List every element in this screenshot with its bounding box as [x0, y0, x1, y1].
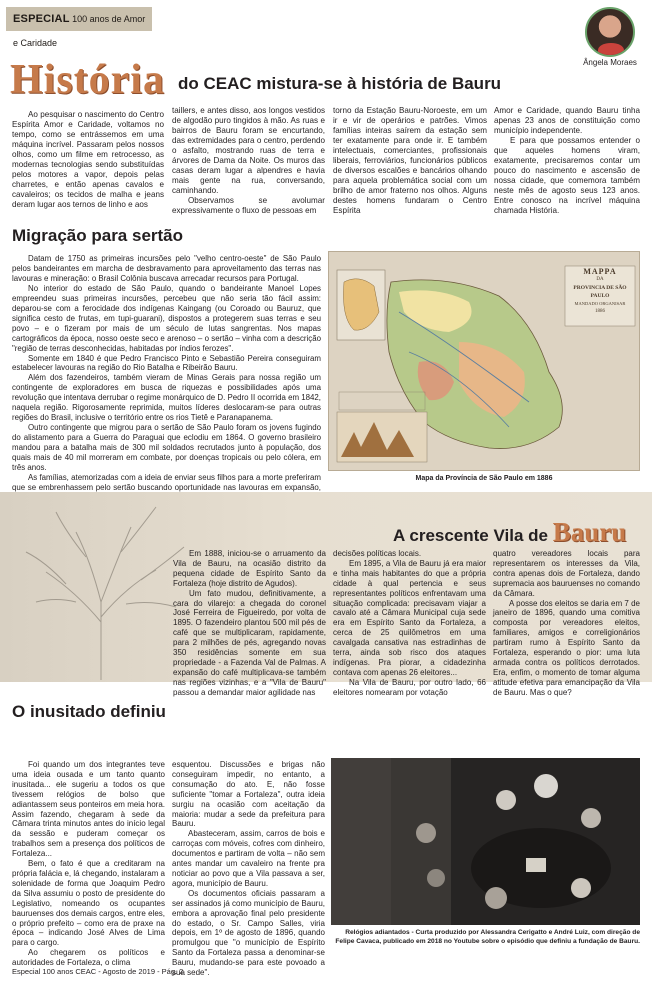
intro-paragraph: Observamos se avolumar expressivamente o fluxo de pessoas em	[172, 196, 325, 216]
map-title-line: DA	[596, 277, 604, 282]
tree-illustration	[6, 492, 196, 680]
vila-heading	[393, 517, 626, 548]
map-title-block	[567, 268, 633, 316]
page-footer: Especial 100 anos CEAC - Agosto de 2019 - Pág. 2	[12, 967, 184, 976]
section-banner	[6, 7, 152, 48]
vila-heading-big: Bauru	[552, 517, 627, 547]
vila-paragraph: decisões políticas locais.	[333, 549, 422, 558]
author-avatar	[585, 7, 635, 57]
map-title-line: PROVINCIA DE SÃO PAULO	[573, 285, 627, 299]
vila-col-2	[333, 549, 486, 698]
intro-col-4	[494, 106, 640, 217]
map-title-line: MAPPA	[583, 267, 617, 276]
section-subtitle: 100 anos de Amor e Caridade	[13, 14, 146, 48]
inusitado-col-1	[12, 760, 165, 968]
vila-paragraph: Em 1895, a Vila de Bauru já era maior e tinha mais habitantes do que a própria cidade à qual pertencia e seus representantes políticos enfrentavam uma situação complicada: precisavam viajar a cavalo até a Câmara Municipal cuja sede era em Espírito Santo da Fortaleza, a cerca de 25 quilômetros em uma cavalgada cansativa nas estradinhas de terra, ainda sob risco dos ataques indígenas. Pra piorar, a cidadezinha contava com apenas 26 eleitores...	[333, 558, 486, 677]
migracao-paragraph: Somente em 1840 é que Pedro Francisco Pinto e Sebastião Pereira conseguiram estabelecer lavouras na região do Rio Batalha e Ribeirão Bauru.	[12, 353, 321, 373]
vila-col-3	[493, 549, 640, 698]
intro-col-2	[172, 106, 325, 217]
migracao-paragraph: Outro contingente que migrou para o sertão de São Paulo foram os jovens fugindo do alistamento para a Guerra do Paraguai que eclodiu em 1864. O governo brasileiro mandou para a batalha mais de 300 mil soldados recrutados junto à população, dos quais mais de 40 mil morreram em combate, por doenças tropicais ou pelo cólera, em três anos.	[12, 423, 321, 473]
page-title-rest: do CEAC mistura-se à história de Bauru	[178, 74, 502, 93]
migracao-paragraph: No interior do estado de São Paulo, quando o bandeirante Manoel Lopes empreendeu suas primeiras incursões, percebeu que não seria tão fácil assim: deparou-se com a ferocidade dos indígenas Kaingang (ou Coroado ou Bauruz, que significa cesto de frutas, em tupi-guarani), dispostos a protegerem suas terras e seu povo – e o fizeram por mais de um século de lutas sangrentas. Nos mapas cartográficos da época, nosso oeste seco e arenoso – o sertão – vinha com a descrição "região de terras desconhecidas, habitadas por índios ferozes".	[12, 283, 321, 353]
map-caption: Mapa da Província de São Paulo em 1886	[415, 475, 553, 482]
intro-col-1	[12, 110, 164, 210]
inusitado-paragraph: Foi quando um dos integrantes teve uma ideia ousada e um tanto quanto inusitada... ele sugeriu a todos os que tivessem relógios de bolso que adiantassem seus ponteiros em meia hora. Assim fazendo, chegaram à sede da Câmara trinta minutos antes do início legal da sessão e puderam começar os trabalhos sem a presença dos políticos de Fortaleza...	[12, 760, 165, 859]
vila-paragraph: Em 1888, iniciou-se o arruamento da Vila de Bauru, na ocasião distrito da pequena cidade de Espírito Santo da Fortaleza (hoje distrito de Agudos).	[173, 549, 326, 588]
vila-paragraph: A posse dos eleitos se daria em 7 de janeiro de 1896, quando uma comitiva composta por vereadores eleitos, familiares, amigos e correligionários partiram rumo à Espírito Santo da Fortaleza, esperando o pior: uma luta armada contra os políticos derrotados. Era, enfim, o momento de tomar alguma atitude efetiva para emancipação da Vila de Bauru. Mas o que?	[493, 598, 640, 697]
intro-paragraph: torno da Estação Bauru-Noroeste, em um ir e vir de operários e patrões. Vimos famílias inteiras saírem da estação sem ter exatamente para onde ir. E também intelectuais, comerciantes, profissionais liberais, ferroviários, funcionários públicos de diversos escalões e bancários olhando para aquela problemática social com um brilho de amor fraterno nos olhos. Alguns destes homens fundaram o Centro Espírita	[333, 106, 487, 216]
photo-drawing	[331, 758, 640, 925]
section-label: ESPECIAL	[13, 13, 70, 25]
vila-col-1	[173, 549, 326, 698]
migracao-paragraph: Além dos fazendeiros, também vieram de Minas Gerais para nossa região um contingente de exploradores em busca de riquezas e possibilidades após uma revolução que intentava derrubar o regime monárquico de D. Pedro II ocorrida em 1842, naquela região. Rigorosamente reprimida, muitos líderes deslocaram-se para outras regiões do Brasil, inclusive o território entre os rios Tietê e Paranapanema.	[12, 373, 321, 423]
migracao-body	[12, 254, 321, 503]
province-map-image	[328, 251, 640, 471]
intro-paragraph: E para que possamos entender o que aqueles homens viram, exatamente, precisaremos contar um pouco do nascimento e ascensão de nossa cidade, que comemora também neste mês de agosto seus 123 anos. Entre conosco na incrível máquina chamada História.	[494, 136, 640, 216]
section-heading-migracao: Migração para sertão	[12, 226, 184, 245]
intro-paragraph: Ao pesquisar o nascimento do Centro Espírita Amor e Caridade, voltamos no tempo, como se entrássemos em uma máquina incrível. Passaram pelos nossos olhos, como um filme em retrocesso, as modernas tecnologias sendo substituídas pelos motores a vapor, depois pelas charretes, e então apenas cavalos e cavaleiros; os tecidos de malha e jeans deram lugar aos ternos de linho e aos	[12, 110, 164, 210]
inusitado-paragraph: Ao chegarem os políticos e autoridades de Fortaleza, o clima	[12, 948, 165, 968]
vila-heading-small: A crescente Vila de	[393, 526, 548, 545]
inusitado-paragraph: Bem, o fato é que a creditaram na própria falácia e, lá chegando, instalaram a solenidade de forma que Joaquim Pedro da Silva assumiu o posto de presidente do Legislativo, nomeando os ocupantes bauruenses dos demais cargos, entre eles, o próprio prefeito – como era de praxe na época – indicando José Alves de Lima para o cargo.	[12, 859, 165, 948]
film-still-photo	[331, 758, 640, 925]
inusitado-col-2	[172, 760, 325, 978]
migracao-paragraph: As famílias, atemorizadas com a ideia de enviar seus filhos para a morte preferiram que se embrenhassem pelo sertão buscando oportunidade nas lavouras em expansão,	[12, 472, 321, 492]
photo-caption: Relógios adiantados - Curta produzido por Alessandra Cerigatto e André Luiz, com direção de Felipe Cavaca, publicado em 2018 no Youtube sobre o episódio que definiu a fundação de Bauru.	[335, 929, 640, 945]
inusitado-paragraph: Abasteceram, assim, carros de bois e carroças com móveis, cofres com dinheiro, documentos e partiram de volta – não sem antes mandar um cavaleiro na frente pra noticiar ao povo que a Vila passava a ser, agora, município de Bauru.	[172, 829, 325, 888]
intro-paragraph: taillers, e antes disso, aos longos vestidos de algodão puro tingidos à mão. As ruas e bairros de Bauru foram se encurtando, das extremidades para o centro, perdendo o asfalto, mostrando ruas de terra e árvores de Dama da Noite. Os muros das casas deram lugar a alpendres e havia mais gente na rua, conversando, caminhando.	[172, 106, 325, 196]
map-year: 1886	[595, 309, 605, 314]
inusitado-paragraph: esquentou. Discussões e brigas não conseguiram impedir, no entanto, a consumação do ato. E, não fosse suficiente "tomar a Fortaleza", outra ideia surgiu na ocasião com aceitação da maioria: mudar a sede da prefeitura para Bauru.	[172, 760, 325, 829]
vila-paragraph: Na Vila de Bauru, por outro lado, 66 eleitores nomearam por votação	[333, 677, 486, 697]
map-title-line: MANDADO ORGANISAR	[574, 301, 626, 306]
vila-paragraph: Um fato mudou, definitivamente, a cara do vilarejo: a chegada do coronel José Ferreira de Figueiredo, por volta de 1895. O fazendeiro plantou 500 mil pés de café que se multiplicaram, rapidamente, para 2 milhões de pés, agregando novas 350 residências somente em sua propriedade - a Fazenda Val de Palmas. A expansão do café multiplicava-se também nas regiões vizinhas, e a "Vila de Bauru" passou a demandar maior agilidade nas	[173, 588, 326, 697]
author-name: Ângela Moraes	[583, 58, 637, 67]
intro-paragraph: Amor e Caridade, quando Bauru tinha apenas 23 anos de constituição como município independente.	[494, 106, 640, 136]
intro-col-3	[333, 106, 487, 217]
section-heading-inusitado: O inusitado definiu	[12, 702, 166, 721]
page-title-big: História	[10, 57, 165, 103]
migracao-paragraph: Datam de 1750 as primeiras incursões pelo "velho centro-oeste" de São Paulo pelos bandeirantes em marcha de desbravamento para aproveitamento das terras nas lavouras e mineração: o Brasil Colônia buscava arrecadar recursos para Portugal.	[12, 254, 321, 283]
vila-paragraph: quatro vereadores locais para representarem os interesses da Vila, contra apenas dois de Fortaleza, dando supremacia aos bauruenses no comando da Câmara.	[493, 549, 640, 598]
inusitado-paragraph: Os documentos oficiais passaram a ser assinados já como município de Bauru, embora a aprovação final pelo presidente do estado, o Sr. Campo Salles, viria depois, em 1º de agosto de 1896, quando promulgou que "o município de Espírito Santo da Fortaleza passa a denominar-se Bauru, mudando-se para este povoado a sua sede".	[172, 888, 325, 978]
